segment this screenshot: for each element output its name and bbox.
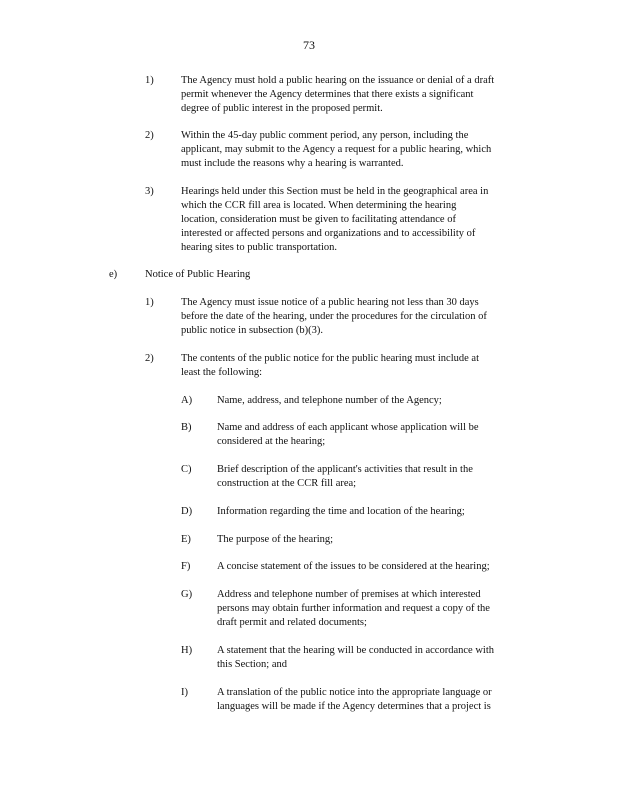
subitem-text — [217, 686, 533, 714]
text-line: A statement that the hearing will be conducted in accordance with — [217, 645, 494, 656]
text-line: The purpose of the hearing; — [217, 534, 334, 545]
item-number: 1) — [145, 75, 154, 86]
text-line: Within the 45-day public comment period, any person, including the — [181, 130, 469, 141]
item-number: 2) — [145, 130, 154, 141]
page-number: 73 — [303, 38, 315, 52]
text-line: permit whenever the Agency determines that there exists a significant — [181, 89, 474, 100]
subitem-text — [217, 394, 533, 408]
text-line: Address and telephone number of premises at which interested — [217, 589, 481, 600]
text-line: least the following: — [181, 367, 263, 378]
item-number: 3) — [145, 186, 154, 197]
subitem-letter: A) — [181, 395, 193, 406]
item-text — [181, 74, 533, 116]
text-line: must include the reasons why a hearing is warranted. — [181, 158, 404, 169]
subitem-letter: G) — [181, 589, 193, 600]
text-line: A translation of the public notice into the appropriate language or — [217, 687, 492, 698]
subitem-text — [217, 588, 533, 630]
subitem-letter: F) — [181, 561, 191, 572]
text-line: degree of public interest in the proposed permit. — [181, 103, 383, 114]
text-line: Information regarding the time and location of the hearing; — [217, 506, 465, 517]
item-number: 2) — [145, 353, 154, 364]
item-text — [181, 352, 533, 380]
text-line: Hearings held under this Section must be held in the geographical area in — [181, 186, 489, 197]
subitem-letter: E) — [181, 534, 191, 545]
text-line: Name, address, and telephone number of the Agency; — [217, 395, 442, 406]
text-line: The Agency must issue notice of a public hearing not less than 30 days — [181, 297, 479, 308]
item-number: 1) — [145, 297, 154, 308]
item-text — [181, 296, 533, 338]
item-text — [181, 129, 533, 171]
text-line: The Agency must hold a public hearing on the issuance or denial of a draft — [181, 75, 495, 86]
text-line: before the date of the hearing, under the procedures for the circulation of — [181, 311, 487, 322]
text-line: Brief description of the applicant's activities that result in the — [217, 464, 473, 475]
subitem-letter: H) — [181, 645, 193, 656]
text-line: considered at the hearing; — [217, 436, 326, 447]
text-line: Name and address of each applicant whose application will be — [217, 422, 479, 433]
subitem-text — [217, 463, 533, 491]
text-line: public notice in subsection (b)(3). — [181, 325, 324, 336]
subitem-letter: B) — [181, 422, 192, 433]
item-text — [181, 185, 533, 255]
subitem-text — [217, 421, 533, 449]
text-line: persons may obtain further information and request a copy of the — [217, 603, 490, 614]
text-line: draft permit and related documents; — [217, 617, 367, 628]
text-line: interested or affected persons and organizations and to accessibility of — [181, 228, 476, 239]
section-letter: e) — [109, 269, 118, 280]
text-line: location, consideration must be given to facilitating attendance of — [181, 214, 456, 225]
subitem-text — [217, 533, 533, 547]
text-line: which the CCR fill area is located. When determining the hearing — [181, 200, 457, 211]
text-line: construction at the CCR fill area; — [217, 478, 357, 489]
subitem-text — [217, 560, 533, 574]
subitem-text — [217, 505, 533, 519]
text-line: languages will be made if the Agency determines that a project is — [217, 701, 491, 712]
text-line: The contents of the public notice for the public hearing must include at — [181, 353, 479, 364]
subitem-letter: I) — [181, 687, 188, 698]
text-line: A concise statement of the issues to be considered at the hearing; — [217, 561, 490, 572]
subitem-letter: C) — [181, 464, 192, 475]
text-line: applicant, may submit to the Agency a request for a public hearing, which — [181, 144, 492, 155]
section-title: Notice of Public Hearing — [145, 269, 251, 280]
subitem-text — [217, 644, 533, 672]
subitem-letter: D) — [181, 506, 193, 517]
text-line: hearing sites to public transportation. — [181, 242, 338, 253]
text-line: this Section; and — [217, 659, 287, 670]
